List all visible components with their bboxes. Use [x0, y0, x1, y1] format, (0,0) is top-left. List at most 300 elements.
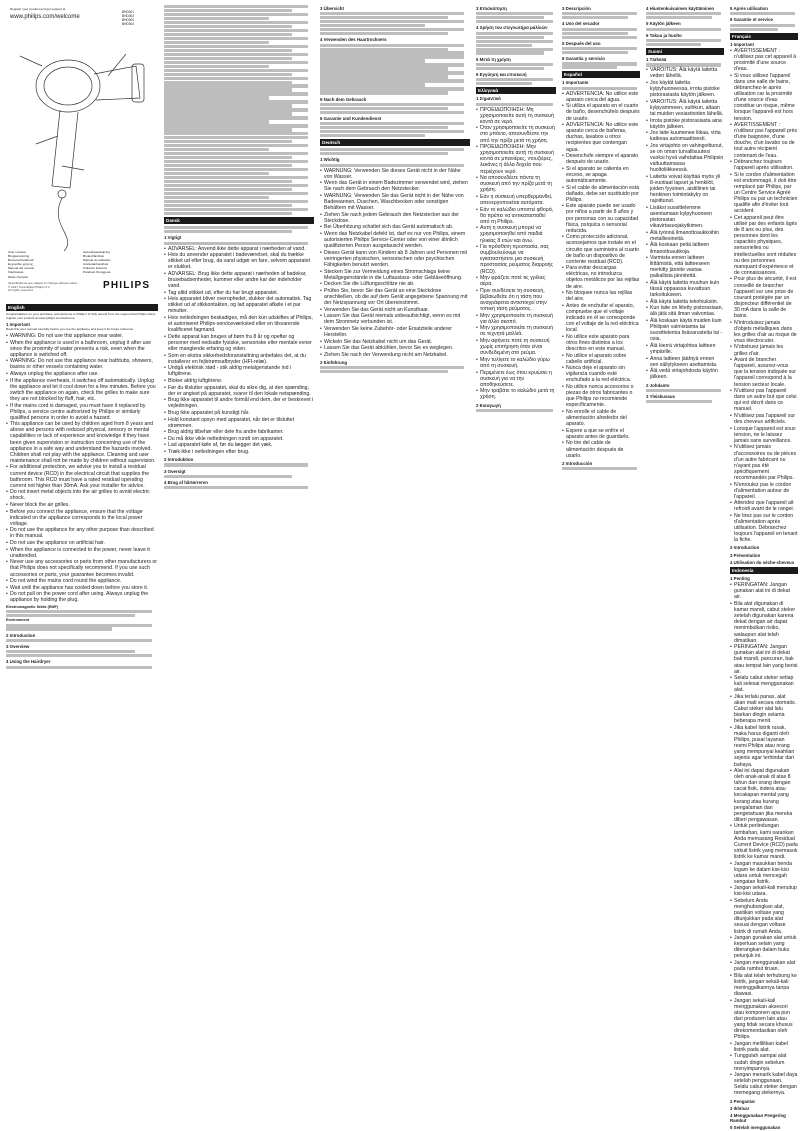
warning-item: • Kun laite on liitetty pistorasiaan, älä jätä sitä ilman valvontaa. [646, 305, 724, 317]
warning-item: • Si utiliza el aparato en el cuarto de baño, desenchúfelo después de usarlo. [562, 103, 640, 121]
warning-item: • Ziehen Sie nach jedem Gebrauch den Netzstecker aus der Steckdose. [320, 212, 470, 224]
warning-item: • Περιμένετε έως ότου κρυώσει η συσκευή για να την αποθηκεύσετε. [476, 370, 556, 388]
warning-item: • Όταν χρησιμοποιείτε τη συσκευή στο μπάνιο, αποσυνδέστε την από την πρίζα μετά τη χρήση. [476, 125, 556, 143]
text-line [320, 24, 425, 27]
text-line [320, 366, 464, 369]
warning-item: • If the mains cord is damaged, you must have it replaced by Philips, a service centre authorized by Philips or similarly qualified persons in order to avoid a hazard. [6, 403, 158, 421]
warning-item: • Cet appareil peut être utilisé par des enfants âgés de 8 ans ou plus, des personnes dont les capacités physiques, sensorielles ou intellectuelles sont réduites ou des personnes manquant d'expérience et de connaissances. [730, 215, 798, 276]
rights: All rights reserved. [8, 288, 34, 293]
warning-item: • Μην τυλίγετε το καλώδιο γύρω από τη συσκευή. [476, 357, 556, 369]
register-line: Register your product and get support at [10, 7, 66, 11]
warning-item: • Jos käytät laitetta kylpyhuoneessa, irrota pistoke pistorasiasta käytön jälkeen. [646, 80, 724, 98]
section-english: English [6, 304, 158, 311]
text-line [320, 148, 464, 151]
text-line [164, 13, 308, 16]
warning-item: • Prüfen Sie, bevor Sie das Gerät an eine Steckdose anschließen, ob die auf dem Gerät angegebene Spannung mit der Netzspannung vor Ort übereinstimmt. [320, 288, 470, 306]
hair-dryer-icon [20, 54, 144, 251]
text-line [562, 16, 628, 19]
text-line [646, 12, 721, 15]
text-line [164, 5, 308, 8]
text-line [164, 73, 292, 76]
heading-garantia: 6 Garantía y servicio [562, 56, 605, 62]
model-number: BHD003 [122, 18, 135, 22]
warning-item: • Undgå elektrisk stød - stik aldrig metalgenstande ind i luftgitrene. [164, 365, 314, 377]
warning-item: • No tire del cable de alimentación después de usarlo. [562, 440, 640, 458]
text-line [164, 57, 292, 60]
text-line [164, 188, 292, 191]
espanol-column [562, 4, 640, 994]
text-line [164, 242, 308, 245]
language-entry: Mode d'emploi [8, 274, 29, 279]
warning-item: • Laitetta voivat käyttää myös yli 8-vuotiaat lapset ja henkilöt, joiden fyysinen, aistillinen tai henkinen toimintakyky on rajoittunut. [646, 174, 724, 204]
heading-greek-intro: 2 Εισαγωγή [476, 402, 501, 408]
text-line [164, 25, 292, 28]
heading-descripcion: 3 Descripción [562, 6, 591, 11]
warning-item: • ΠΡΟΕΙΔΟΠΟΙΗΣΗ: Μη χρησιμοποιείτε αυτή τη συσκευή κοντά σε νερό. [476, 107, 556, 125]
text-line [562, 467, 637, 470]
text-line [164, 112, 292, 115]
text-line [646, 28, 721, 31]
warning-item: • Μην χρησιμοποιείτε τη συσκευή σε τεχνητά μαλλιά. [476, 325, 556, 337]
heading-garantie-service: 6 Garantie et service [730, 17, 773, 23]
text-line [476, 12, 553, 15]
warning-item: • Para evitar descargas eléctricas, no introduzca objetos metálicos por las rejillas de aire. [562, 265, 640, 289]
text-line [320, 79, 464, 82]
heading-kayton-jalkeen: 5 Käytön jälkeen [646, 21, 681, 27]
warning-item: • Pour plus de sécurité, il est conseillé de brancher l'appareil sur une prise de courant protégée par un disjoncteur différentiel de 30 mA dans la salle de bains. [730, 276, 798, 319]
text-line [646, 16, 712, 19]
model-list [122, 10, 134, 26]
text-line [320, 126, 448, 129]
warning-item: • Wenn das Netzkabel defekt ist, darf es nur von Philips, einem autorisierten Philips Service-Center oder von einer ähnlich qualifizierten Person ausgetauscht werden. [320, 231, 470, 249]
warning-item: • Si el aparato se calienta en exceso, se apaga automáticamente. [562, 166, 640, 184]
warning-item: • N'enroulez pas le cordon d'alimentation autour de l'appareil. [730, 482, 798, 500]
warning-item: • WARNING: Do not use this appliance near bathtubs, showers, basins or other vessels containing water. [6, 358, 158, 370]
warning-item: • Jangan menarik kabel daya setelah penggunaan. Selalu cabut steker dengan memegang stekernya. [730, 1072, 798, 1096]
warning-item: • VAROITUS: Älä käytä laitetta veden lähellä. [646, 67, 724, 79]
text-line [320, 32, 448, 35]
heading-kaytto: 4 Hiustenkuivaimen käyttäminen [646, 6, 715, 11]
warning-item: • Stecken Sie zur Vermeidung eines Stromschlags keine Metallgegenstände in die Luftauslass- oder Gebläseöffnung. [320, 269, 470, 281]
text-line [730, 12, 795, 15]
language-entry: Εγχειρίδιο χρήσης [8, 262, 33, 267]
warning-item: • Do not insert metal objects into the air grilles to avoid electric shock. [6, 489, 158, 501]
warning-item: • ADVARSEL: Anvend ikke dette apparat i nærheden af vand. [164, 246, 314, 252]
text-line [164, 92, 308, 95]
heading-takuu: 6 Takuu ja huolto [646, 32, 682, 38]
warning-item: • Brug ikke apparatet til andre formål end dem, der er beskrevet i vejledningen. [164, 397, 314, 409]
text-line [320, 370, 448, 373]
text-line [164, 65, 269, 68]
spec-notice [8, 282, 158, 293]
text-line [476, 63, 553, 66]
warning-item: • Este aparato puede ser usado por niños a partir de 8 años y por personas con su capacidad física, psíquica o sensorial reducida. [562, 203, 640, 233]
text-line [476, 16, 544, 19]
text-line [320, 51, 464, 54]
warning-item: • Dette apparat kan bruges af børn fra 8 år og opefter og personer med nedsatte fysiske, sensoriske eller mentale evner eller manglende erfaring og viden. [164, 334, 314, 352]
heading-emf: Electromagnetic fields (EMF) [6, 604, 59, 609]
warning-item: • Jos virtajohto on vahingoittunut, se on oman turvallisuutesi vuoksi hyvä vaihdattaa Philipsin valtuuttamassa huoltoliikkeessä. [646, 143, 724, 173]
text-line [320, 71, 464, 74]
section-greek: Ελληνικά [476, 87, 556, 94]
warning-item: • AVERTISSEMENT : n'utilisez pas cet appareil à proximité d'une source d'eau. [730, 48, 798, 72]
warning-item: • Si le cordon d'alimentation est endommagé, il doit être remplacé par Philips, par un Centre Service Agréé Philips ou par un technicien qualifié afin d'éviter tout accident. [730, 172, 798, 215]
warning-item: • Wenn das Gerät in einem Badezimmer verwendet wird, ziehen Sie nach dem Gebrauch den Netzstecker. [320, 180, 470, 192]
warning-item: • No utilice nunca accesorios o piezas de otros fabricantes o que Philips no recomiende específicamente. [562, 384, 640, 408]
warning-item: • Jangan menggunakan alat pada rambut tiruan. [730, 960, 798, 972]
warning-item: • Som en ekstra sikkerhedsforanstaltning anbefales det, at du installerer en fejlstrømsafbryder (HFI-relæ). [164, 353, 314, 365]
text-line [164, 200, 308, 203]
text-line [164, 21, 308, 24]
warning-item: • Να αποσυνδέετε πάντα τη συσκευή από την πρίζα μετά τη χρήση. [476, 175, 556, 193]
francais-column [730, 4, 798, 1131]
text-line [562, 36, 637, 39]
text-line [562, 66, 617, 69]
text-line [6, 624, 152, 627]
warning-item: • Εάν η συσκευή υπερθερμανθεί, απενεργοποιείται αυτόματα. [476, 194, 556, 206]
language-entry: Panduan Pengguna [83, 270, 111, 275]
text-line [164, 204, 292, 207]
text-line [320, 44, 464, 47]
warning-item: • Älä työnnä ilmanottoaukkoihin metalliesineitä. [646, 230, 724, 242]
warning-item: • Hold konstant opsyn med apparatet, når det er tilsluttet strømmen. [164, 417, 314, 429]
heading-greek-after: 5 Μετά τη χρήση [476, 56, 511, 62]
warning-item: • Jangan melilitkan kabel listrik pada alat. [730, 1041, 798, 1053]
text-line [164, 124, 308, 127]
warning-item: • Jos laite kuumenee liikaa, virta katkeaa automaattisesti. [646, 130, 724, 142]
warning-item: • Como protección adicional, aconsejamos que instale en el circuito que suministra al cuarto de baño un dispositivo de corriente residual (RCD). [562, 234, 640, 264]
warning-item: • Anna laitteen jäähtyä ennen sen säilytykseen asettamista. [646, 356, 724, 368]
warning-item: • Älä käytä laitetta muuhun kuin tässä oppaassa kuvattuun tarkoitukseen. [646, 280, 724, 298]
text-line [164, 208, 308, 211]
warning-item: • Do not use the appliance on artificial hair. [6, 540, 158, 546]
warning-item: • Bila alat digunakan di kamar mandi, cabut steker setelah digunakan karena dekat dengan air dapat menimbulkan risiko, walaupun alat telah dimatikan. [730, 601, 798, 644]
text-line [6, 666, 152, 669]
text-line [320, 28, 464, 31]
text-line [164, 184, 308, 187]
text-line [164, 49, 292, 52]
text-line [6, 654, 152, 657]
text-line [730, 28, 778, 31]
heading-apres: 5 Après utilisation [730, 6, 768, 11]
text-line [164, 41, 269, 44]
language-entry: Brugsanvisning [8, 254, 30, 259]
warning-item: • Älä vedä virtajohdosta käytön jälkeen. [646, 368, 724, 380]
text-line [164, 475, 292, 478]
warning-item: • Verwenden Sie keine Zubehör- oder Ersatzteile anderer Hersteller. [320, 326, 470, 338]
text-line [164, 148, 269, 151]
text-line [164, 160, 308, 163]
heading-oversigt: 3 Oversigt [164, 468, 186, 474]
text-line [476, 82, 532, 85]
warning-item: • Si vous utilisez l'appareil dans une salle de bains, débranchez-le après utilisation car la proximité d'une source d'eau constitue un risque, même lorsque l'appareil est hors tension. [730, 73, 798, 122]
language-index [8, 250, 158, 279]
warning-item: • N'introduisez jamais d'objets métalliques dans les grilles d'air au risque de vous électrocuter. [730, 320, 798, 344]
text-line [476, 409, 553, 412]
warning-item: • Wait until the appliance has cooled down before you store it. [6, 585, 158, 591]
warning-item: • Never block the air grilles. [6, 502, 158, 508]
text-line [164, 486, 308, 489]
warning-item: • PERINGATAN: Jangan gunakan alat ini di dekat air. [730, 582, 798, 600]
warning-item: • Jangan sekali-kali menutup kisi-kisi udara. [730, 885, 798, 897]
warning-item: • Irrota pistoke pistorasiasta aina käytön jälkeen. [646, 118, 724, 130]
text-line [164, 212, 292, 215]
warning-item: • PERINGATAN: Jangan gunakan alat ini di dekat bak mandi, pancuran, bak atau tempat lain yang berisi air. [730, 644, 798, 674]
warning-item: • No bloquee nunca las rejillas del aire. [562, 290, 640, 302]
heading-utilisation: 4 Utilisation du sèche-cheveux [730, 559, 795, 565]
intro-text: Congratulations on your purchase, and welcome to Philips! To fully benefit from the support that Philips offers, register your product at www.philips.com/welcome. [6, 312, 157, 320]
heading-introduktion: 2 Introduktion [164, 457, 194, 463]
text-line [476, 40, 553, 43]
text-line [164, 192, 308, 195]
text-line [562, 62, 637, 65]
language-entry: Manual do utilizador [83, 258, 111, 263]
warning-item: • When the appliance is connected to the power, never leave it unattended. [6, 547, 158, 559]
warning-item: • Ne tirez pas sur le cordon d'alimentation après utilisation. Débranchez toujours l'appareil en tenant la fiche. [730, 513, 798, 543]
warning-item: • Älä käytä laitetta tekohiuksiin. [646, 299, 724, 305]
text-line [164, 230, 292, 233]
section-francais: Français [730, 33, 798, 40]
warning-item: • For additional protection, we advise you to install a residual current device (RCD) in the electrical circuit that supplies the bathroom. This RCD must have a rated residual operating current not higher than 30mA. Ask your installer for advice. [6, 464, 158, 488]
warning-item: • Lassen Sie das Gerät niemals unbeaufsichtigt, wenn es mit dem Stromnetz verbunden ist. [320, 313, 470, 325]
section-dansk: Dansk [164, 217, 314, 224]
language-entry: Brukerhåndbok [83, 254, 104, 259]
language-entry [83, 275, 158, 279]
text-line [320, 107, 448, 110]
philips-logo: PHILIPS [103, 280, 151, 291]
text-line [164, 45, 308, 48]
heading-despues: 5 Después del uso [562, 40, 601, 46]
text-line [164, 120, 269, 123]
text-line [476, 78, 553, 81]
model-number: BHD001 [122, 10, 135, 14]
warning-item: • Μην χρησιμοποιείτε τη συσκευή για άλλο σκοπό. [476, 313, 556, 325]
warning-item: • N'utilisez pas l'appareil dans un autre but que celui qui est décrit dans ce manuel. [730, 388, 798, 412]
warning-item: • N'utilisez pas l'appareil sur des cheveux artificiels. [730, 413, 798, 425]
text-line [164, 164, 292, 167]
warning-item: • Jangan sekali-kali menggunakan aksesori atau komponen apa pun dari produsen lain atau yang tidak secara khusus direkomendasikan oleh Philips. [730, 998, 798, 1041]
warning-item: • Before you connect the appliance, ensure that the voltage indicated on the appliance corresponds to the local power voltage. [6, 509, 158, 527]
text-line [164, 180, 292, 183]
text-line [164, 176, 308, 179]
warning-item: • No utilice este aparato para otros fines distintos a los descritos en este manual. [562, 334, 640, 352]
text-line [320, 20, 464, 23]
heading-presentation: 3 Présentation [730, 552, 761, 558]
text-line [646, 43, 701, 46]
warning-item: • AVERTISSEMENT : n'utilisez pas l'appareil près d'une baignoire, d'une douche, d'un lavabo ou de tout autre récipient contenant de l'eau. [730, 122, 798, 159]
text-line [320, 63, 464, 66]
warning-item: • When the appliance is used in a bathroom, unplug it after use since the proximity of water presents a risk, even when the appliance is switched off. [6, 340, 158, 358]
heading-wichtig: 1 Wichtig [320, 157, 340, 163]
text-line [646, 400, 712, 403]
model-number: BHD002 [122, 14, 135, 18]
warning-item: • No utilice el aparato sobre cabello artificial. [562, 353, 640, 365]
text-line [730, 24, 795, 27]
warning-item: • Jika kabel listrik rusak, maka harus diganti oleh Philips, pusat layanan resmi Philips atau orang yang mempunyai keahlian sejenis agar terhindar dari bahaya. [730, 725, 798, 768]
warning-item: • Jangan masukkan benda logam ke dalam kisi-kisi udara untuk mencegah sengatan listrik. [730, 861, 798, 885]
warning-item: • Før du tilslutter apparatet, skal du sikre dig, at den spænding, der er angivet på apparatet, svarer til den lokale netspænding. [164, 385, 314, 397]
text-line [164, 61, 308, 64]
warning-item: • Lassen Sie das Gerät abkühlen, bevor Sie es weglegen. [320, 345, 470, 351]
section-deutsch: Deutsch [320, 139, 470, 146]
heading-brug: 4 Brug af hårtørreren [164, 479, 208, 485]
warning-item: • N'utilisez jamais d'accessoires ou de pièces d'un autre fabricant ou n'ayant pas été spécifiquement recommandés par Philips. [730, 444, 798, 481]
warning-item: • Selalu cabut steker setiap kali selesai menggunakan alat. [730, 675, 798, 693]
warning-item: • Για πρόσθετη προστασία, σας συμβουλεύουμε να εγκαταστήσετε μια συσκευή προστασίας ρεύματος διαρροής (RCD). [476, 244, 556, 274]
warning-item: • WARNUNG: Verwenden Sie dieses Gerät nicht in der Nähe von Wasser. [320, 168, 470, 180]
header [10, 8, 170, 21]
text-line [164, 37, 308, 40]
warning-item: • Brug ikke apparatet på kunstigt hår. [164, 410, 314, 416]
warning-item: • Always unplug the appliance after use. [6, 371, 158, 377]
text-line [164, 152, 308, 155]
text-line [476, 51, 544, 54]
warning-item: • Nunca deje el aparato sin vigilancia cuando esté enchufado a la red eléctrica. [562, 365, 640, 383]
heading-greek-warranty: 6 Εγγύηση και επισκευή [476, 72, 527, 78]
warning-item: • Brug aldrig tilbehør eller dele fra andre fabrikanter. [164, 429, 314, 435]
heading-greek-using: 4 Χρήση του στεγνωτήρα μαλλιών [476, 25, 548, 31]
text-line [320, 164, 464, 167]
text-line [320, 111, 464, 114]
text-line [164, 84, 308, 87]
warning-item: • Bei Überhitzung schaltet sich das Gerät automatisch ab. [320, 224, 470, 230]
text-line [320, 91, 448, 94]
text-line [164, 172, 269, 175]
warning-item: • Varmista ennen laitteen liittämistä, että laitteeseen merkitty jännite vastaa paikallista jännitettä. [646, 255, 724, 279]
text-line [320, 75, 448, 78]
warning-item: • ADVERTENCIA: No utilice este aparato cerca de bañeras, duchas, lavabos u otros recipientes que contengan agua. [562, 122, 640, 152]
text-line [562, 87, 637, 90]
warning-item: • Lorsque l'appareil est sous tension, ne le laissez jamais sans surveillance. [730, 426, 798, 444]
text-line [476, 103, 553, 106]
text-line [562, 28, 637, 31]
text-line [320, 130, 464, 133]
text-line [164, 196, 269, 199]
warning-item: • VAROITUS: Älä käytä laitetta kylpyammeen, suihkun, altaan tai muiden vesiastioiden lähellä. [646, 99, 724, 117]
heading-ikhtisar: 3 Ikhtisar [730, 1105, 750, 1111]
heading-garantie: 6 Garantie und Kundendienst [320, 115, 382, 121]
warning-item: • Untuk perlindungan tambahan, kami sarankan Anda memasang Residual Current Device (RCD) pada sirkuit listrik yang memasok listrik ke kamar mandi. [730, 823, 798, 860]
english-column [6, 302, 158, 997]
text-line [164, 96, 269, 99]
language-entry: Käyttöopas [8, 270, 24, 275]
text-line [476, 36, 544, 39]
text-line [164, 88, 292, 91]
text-line [164, 463, 308, 466]
text-line [164, 144, 308, 147]
warning-item: • Bloker aldrig luftgitrene. [164, 378, 314, 384]
text-line [164, 81, 292, 84]
text-line [164, 140, 292, 143]
text-line [6, 639, 152, 642]
text-line [164, 156, 292, 159]
heading-menggunakan: 4 Menggunakan Pengering Rambut [730, 1112, 786, 1124]
heading-important: 1 Important [6, 322, 30, 328]
section-indonesia: Indonesia [730, 567, 798, 574]
text-line [562, 32, 628, 35]
heading-verwenden: 4 Verwenden des Haartrockners [320, 37, 387, 43]
warning-item: • Μην τραβάτε το καλώδιο μετά τη χρήση. [476, 388, 556, 400]
heading-vigtigt: 1 Vigtigt [164, 235, 182, 241]
text-line [164, 168, 308, 171]
intro-text: Read this user manual carefully before you use the appliance and keep it for future reference. [6, 327, 134, 332]
text-line [476, 67, 544, 70]
warning-item: • ADVERTENCIA: No utilice este aparato cerca del agua. [562, 91, 640, 103]
website-link[interactable]: www.philips.com/welcome [10, 13, 80, 20]
heading-overview: 3 Overview [6, 644, 30, 650]
warning-item: • Verwenden Sie das Gerät nicht an Kunsthaar. [320, 307, 470, 313]
heading-uso: 4 Uso del secador [562, 21, 600, 27]
warning-item: • ΠΡΟΕΙΔΟΠΟΙΗΣΗ: Μην χρησιμοποιείτε αυτή τη συσκευή κοντά σε μπανιέρες, ντουζιέρες, λεκάνες ή άλλα δοχεία που περιέχουν νερό. [476, 144, 556, 174]
deutsch-column [320, 4, 470, 994]
warning-item: • Hvis du anvender apparatet i badeværelset, skal du trække stikket ud efter brug, da vand udgør en fare, selvom apparatet er slukket. [164, 252, 314, 270]
warning-item: • Avant de brancher l'appareil, assurez-vous que la tension indiquée sur l'appareil correspond à la tension secteur locale. [730, 357, 798, 387]
warning-item: • Decken Sie die Lüftungsschlitze nie ab. [320, 281, 470, 287]
heading-tarkeaa: 1 Tärkeää [646, 57, 667, 63]
text-line [646, 39, 721, 42]
warning-item: • Træk ikke i netledningen efter brug. [164, 449, 314, 455]
text-line [562, 51, 628, 54]
warning-item: • Sebelum Anda menghubungkan alat, pastikan voltase yang ditunjukkan pada alat sesuai dengan voltase listrik di rumah Anda. [730, 898, 798, 935]
warning-item: • No enrolle el cable de alimentación alrededor del aparato. [562, 409, 640, 427]
warning-item: • Alat ini dapat digunakan oleh anak-anak di atas 8 tahun dan orang dengan cacat fisik, indera atau kecakapan mental yang kurang atau kurang pengalaman dan pengetahuan jika mereka diberi pengawasan. [730, 768, 798, 823]
warning-item: • Μην φράζετε ποτέ τις γρίλιες αέρα. [476, 275, 556, 287]
model-number: BHD004 [122, 22, 135, 26]
text-line [320, 103, 464, 106]
text-line [476, 20, 553, 23]
warning-item: • Älä koskaan käytä muiden kuin Philipsin valmistamia tai suosittelemia lisävarusteita tai -osia. [646, 318, 724, 342]
heading-ubersicht: 3 Übersicht [320, 6, 344, 11]
warning-item: • Lisäksi suosittelemme asentamaan kylpyhuoneen pistorasian vikavirtasuojakytkimen. [646, 205, 724, 229]
section-espanol: Español [562, 71, 640, 78]
text-line [320, 16, 448, 19]
warning-item: • WARNUNG: Verwenden Sie das Gerät nicht in der Nähe von Badewannen, Duschen, Waschbecken oder sonstigen Behältern mit Wasser. [320, 193, 470, 211]
text-line [320, 134, 425, 137]
heading-environment: Environment [6, 618, 30, 623]
heading-important-fr: 1 Important [730, 41, 754, 47]
text-line [164, 77, 308, 80]
warning-item: • Antes de enchufar el aparato, compruebe que el voltaje indicado en él se corresponde con el voltaje de la red eléctrica local. [562, 303, 640, 333]
warning-item: • Älä kierrä virtajohtoa laitteen ympärille. [646, 343, 724, 355]
warning-item: • Jika terlalu panas, alat akan mati secara otomatis. Cabut steker alat lalu biarkan dingin selama beberapa menit. [730, 694, 798, 724]
suomi-column [646, 4, 724, 994]
text-line [164, 29, 308, 32]
language-entry: User manual [8, 250, 26, 254]
warning-item: • Wickeln Sie das Netzkabel nicht um das Gerät. [320, 339, 470, 345]
text-line [164, 9, 292, 12]
text-line [320, 122, 464, 125]
text-line [476, 48, 553, 51]
heading-introduction: 2 Introduction [6, 632, 36, 638]
language-entry: Benutzerhandbuch [8, 258, 34, 263]
text-line [6, 627, 112, 630]
greek-column [476, 4, 556, 994]
text-line [320, 59, 425, 62]
text-line [562, 47, 637, 50]
text-line [164, 100, 308, 103]
heading-introduccion: 2 Introducción [562, 460, 593, 466]
text-line [164, 53, 308, 56]
copyright: © 2017 Koninklijke Philips N.V. [8, 284, 51, 289]
warning-item: • Débranchez toujours l'appareil après utilisation. [730, 159, 798, 171]
heading-setelah: 5 Setelah menggunakan [730, 1125, 781, 1131]
text-line [320, 48, 448, 51]
text-line [164, 33, 292, 36]
heading-penting: 1 Penting [730, 576, 750, 582]
warning-item: • Bila alat telah terhubung ke listrik, jangan sekali-kali meninggalkannya tanpa diawasi. [730, 973, 798, 997]
warning-item: • Never use any accessories or parts from other manufacturers or that Philips does not specifically recommend. If you use such accessories or parts, your guarantee becomes invalid. [6, 559, 158, 577]
text-line [320, 55, 464, 58]
